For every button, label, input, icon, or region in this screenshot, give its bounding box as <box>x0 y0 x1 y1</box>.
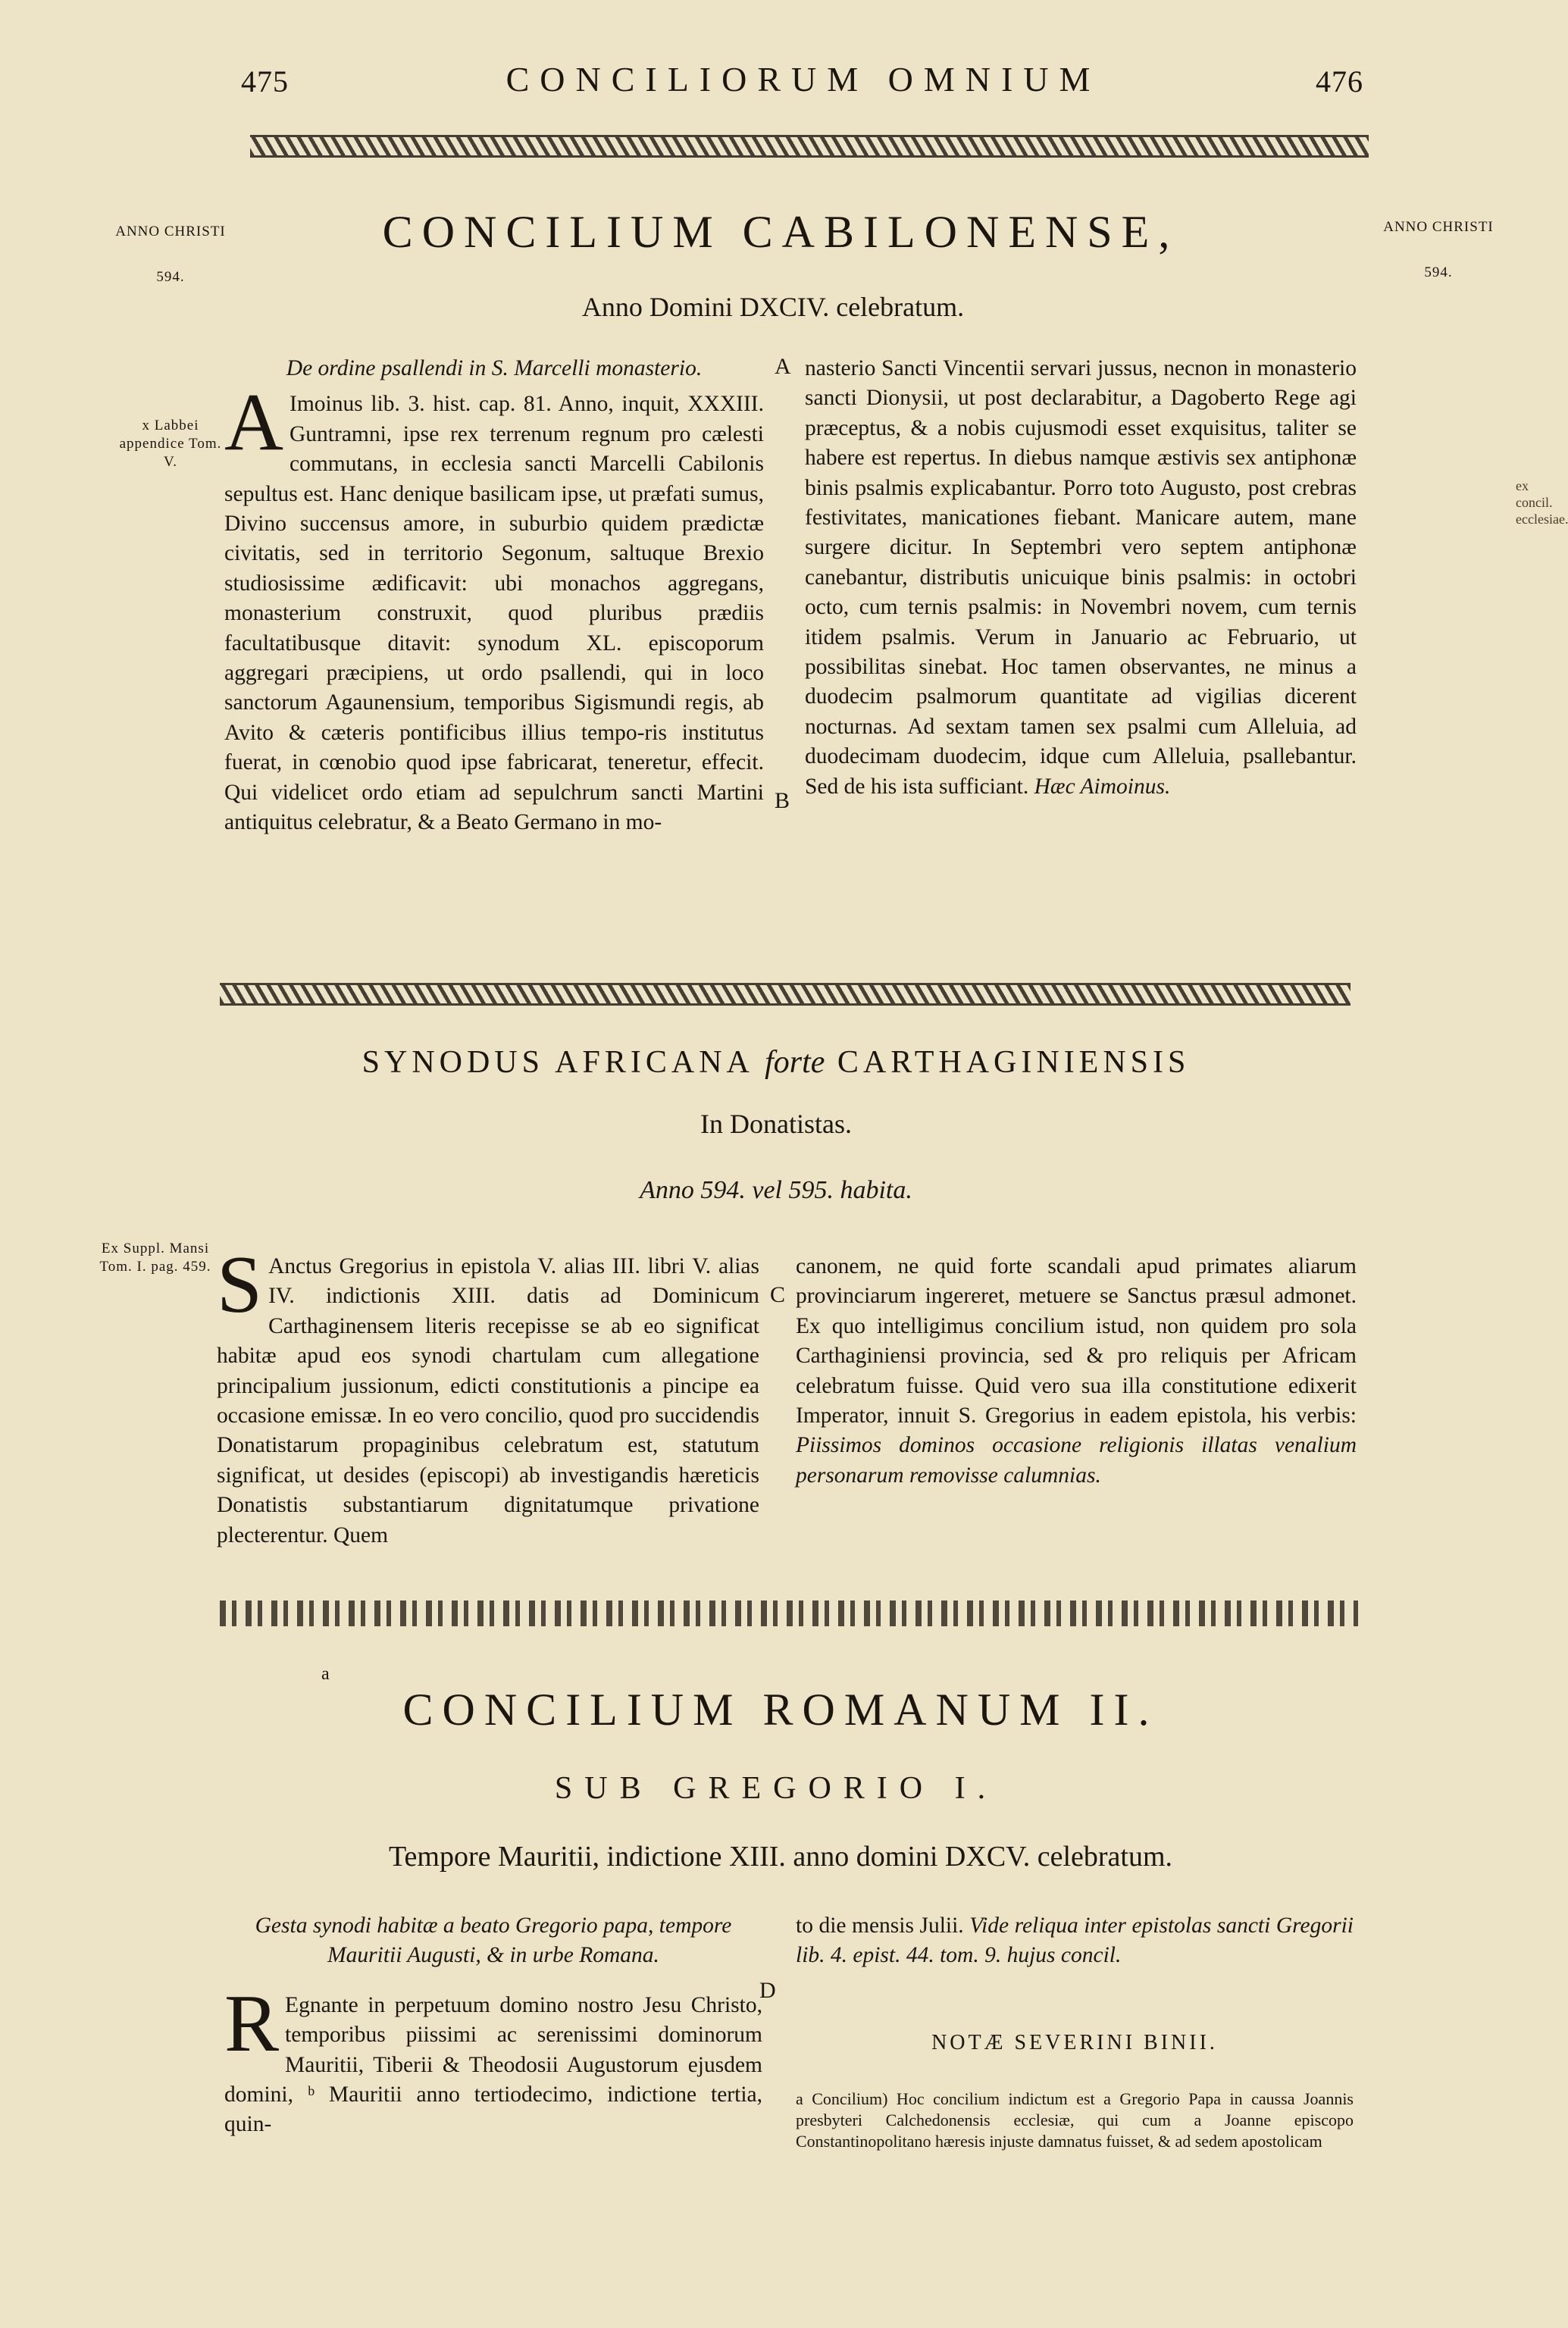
section-divider-2 <box>220 1600 1358 1626</box>
section3-subtitle: Tempore Mauritii, indictione XIII. anno domini DXCV. celebratum. <box>388 1841 1172 1873</box>
section1-left-text: Imoinus lib. 3. hist. cap. 81. Anno, inquit, XXXIII. Guntramni, ipse rex terrenum regnum pro cælesti commutans, in ecclesia sancti Marcelli Cabilonis sepultus est. Hanc denique basilicam ipse, ut præfati sumus, Divino succensus amore, in suburbio quidem prædictæ civitatis, sed in territorio Segonum, saltuque Brexio studiosissime ædificavit: ubi monachos aggregans, monasterium construxit, quod pluribus prædiis facultatibusque ditavit: synodum XL. episcoporum aggregari præcipiens, ut ordo psallendi, qui in loco sanctorum Agaunensium, temporibus Sigismundi regis, ab Avito & cæteris pontificibus illius tempo-ris institutus fuerat, in cœnobio quod ipse fabricarat, teneretur, effecit. Qui videlicet ordo etiam ad sepulchrum sancti Martini antiquitus celebratur, & a Beato Germano in mo- <box>224 392 764 835</box>
section3-left-text: Egnante in perpetuum domino nostro Jesu Christo, temporibus piissimi ac serenissimi dominorum Mauritii, Tiberii & Theodosii Augustorum ejusdem domini, ᵇ Mauritii anno tertiodecimo, indictione tertia, quin- <box>224 1992 762 2137</box>
section2-right-column <box>796 1252 1357 1491</box>
labbei-note: x Labbei appendice Tom. V. <box>119 418 222 470</box>
drop-cap-s: S <box>217 1240 263 1330</box>
notes-text: a Concilium) Hoc concilium indictum est a Gregorio Papa in caussa Joannis presbyteri Calchedonensis ecclesiæ, qui cum a Joanne episcopo Constantinopolitano hæresis injuste damnatus fuisset, & ad sedem apostolicam <box>796 2089 1354 2151</box>
section1-subtitle: Anno Domini DXCIV. celebratum. <box>581 292 965 322</box>
section2-rubric: Anno 594. vel 595. habita. <box>640 1176 912 1204</box>
page-number-right: 476 <box>1316 64 1363 99</box>
section2-title-forte: forte <box>765 1045 825 1080</box>
page-number-left: 475 <box>241 64 289 99</box>
section2-title-a: SYNODUS AFRICANA <box>361 1045 753 1080</box>
margin-letter-b: B <box>775 788 790 813</box>
margin-letter-d: D <box>759 1978 776 2003</box>
margin-letter-c: C <box>770 1282 786 1307</box>
notes-heading: NOTÆ SEVERINI BINII. <box>931 2031 1218 2054</box>
edge-note: ex concil. ecclesiae. <box>1516 478 1568 527</box>
section3-right-italic: Vide reliqua inter epistolas sancti Gregorii lib. 4. epist. 44. tom. 9. hujus concil. <box>796 1913 1354 1968</box>
note-mark-a: a <box>321 1664 330 1684</box>
year-right: 594. <box>1424 264 1453 280</box>
section1-right-column <box>805 354 1357 802</box>
section3-sub: SUB GREGORIO I. <box>554 1771 998 1806</box>
drop-cap-a: A <box>224 377 283 468</box>
mansi-note: Ex Suppl. Mansi Tom. I. pag. 459. <box>99 1241 211 1275</box>
section3-right-text: to die mensis Julii. <box>796 1913 964 1938</box>
margin-letter-a: A <box>775 354 791 379</box>
section1-right-text: nasterio Sancti Vincentii servari jussus, necnon in monasterio sancti Dionysii, ut post declarabitur, a Dagoberto Rege agi præceptus, & a nobis cujusmodi esset exquisitus, taliter se habere est repertus. In diebus namque æstivis sex antiphonæ binis psalmis explicabantur. Porro toto Augusto, post crebras festivitates, manicationes fiebant. Manicare autem, mane surgere dicitur. In Septembri vero septem antiphonæ canebantur, distributis unicuique binis psalmis: in octobri octo, cum ternis psalmis: in Novembri novem, cum ternis itidem psalmis. Verum in Januario ac Februario, ut possibilitas sinebat. Hoc tamen observantes, ne minus a duodecim psalmorum quantitate ad vigilias dicerent nocturnas. Ad sextam tamen sex psalmi cum Alleluia, ad duodecimam duodecim, idque cum Alleluia, psallebantur. Sed de his ista sufficiant. <box>805 356 1357 799</box>
section2-title <box>227 1044 1325 1081</box>
section3-right-column <box>796 1911 1354 1971</box>
header-ornament <box>250 135 1369 158</box>
section1-title: CONCILIUM CABILONENSE, <box>382 207 1179 257</box>
section1-left-column <box>224 354 764 838</box>
drop-cap-r: R <box>224 1978 280 2069</box>
section2-left-text: Anctus Gregorius in epistola V. alias III. libri V. alias IV. indictionis XIII. datis ad Dominicum Carthaginensem literis recepisse se ab eo significat habitæ apud eos synodi chartulam cum allegatione principalium jussionum, edicti constitutionis a pincipe ea occasione emissæ. In eo vero concilio, quod pro succidendis Donatistarum propaginibus celebratum est, statutum significat, ut desides (episcopi) ab investigandis hæreticis Donatistis substantiarum dignitatumque privatione plecterentur. Quem <box>217 1254 759 1547</box>
section1-right-end: Hæc Aimoinus. <box>1034 774 1171 799</box>
section2-right-text: canonem, ne quid forte scandali apud primates aliarum provinciarum ingereret, metuere se Sanctus præsul admonet. Ex quo intelligimus concilium istud, non quidem pro sola Carthaginiensi provincia, sed & pro reliquis per Africam celebratum fuisse. Quid vero sua illa constitutione edixerit Imperator, innuit S. Gregorius in eadem epistola, his verbis: <box>796 1254 1357 1428</box>
anno-christi-left: ANNO CHRISTI <box>115 224 226 239</box>
section3-left-column <box>224 1911 762 2140</box>
section2-subtitle: In Donatistas. <box>700 1109 852 1139</box>
section3-rubric: Gesta synodi habitæ a beato Gregorio papa, tempore Mauritii Augusti, & in urbe Romana. <box>255 1913 732 1968</box>
section2-title-b: CARTHAGINIENSIS <box>837 1045 1191 1080</box>
section2-right-end: Piissimos dominos occasione religionis illatas venalium personarum removisse calumnias. <box>796 1433 1357 1488</box>
section-divider-1 <box>220 983 1350 1006</box>
year-left: 594. <box>156 269 185 285</box>
section2-left-column <box>217 1240 759 1550</box>
running-title: CONCILIORUM OMNIUM <box>505 60 1101 99</box>
anno-christi-right: ANNO CHRISTI <box>1383 219 1494 235</box>
section1-rubric: De ordine psallendi in S. Marcelli monasterio. <box>286 356 703 380</box>
section3-title: CONCILIUM ROMANUM II. <box>402 1685 1159 1735</box>
